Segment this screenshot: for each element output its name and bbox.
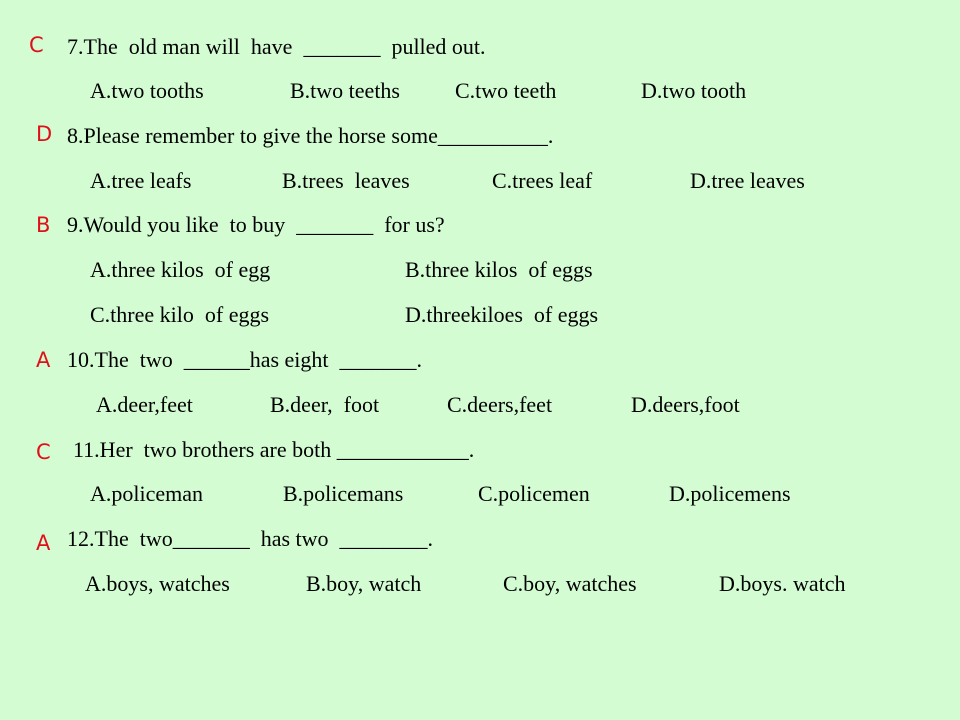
q8-option-b: B.trees leaves <box>282 168 410 193</box>
question-7-stem: 7.The old man will have _______ pulled out. <box>67 34 486 59</box>
q12-option-b: B.boy, watch <box>306 571 422 596</box>
question-11-stem: 11.Her two brothers are both ____________. <box>73 437 475 462</box>
q10-option-a: A.deer,feet <box>96 392 193 417</box>
q11-option-b: B.policemans <box>283 481 404 506</box>
q11-option-a: A.policeman <box>90 481 204 506</box>
question-10-stem: 10.The two ______has eight _______. <box>67 347 423 372</box>
question-8-stem: 8.Please remember to give the horse some__________. <box>67 123 554 148</box>
question-12-stem: 12.The two_______ has two ________. <box>67 526 434 551</box>
q9-option-d: D.threekiloes of eggs <box>405 302 599 327</box>
q7-option-b: B.two teeths <box>290 78 400 103</box>
q7-option-c: C.two teeth <box>455 78 557 103</box>
question-9-stem: 9.Would you like to buy _______ for us? <box>67 212 445 237</box>
q9-option-a: A.three kilos of egg <box>90 257 271 282</box>
q9-option-b: B.three kilos of eggs <box>405 257 593 282</box>
answer-mark-q11: C <box>36 440 51 464</box>
q7-option-a: A.two tooths <box>90 78 204 103</box>
q12-option-d: D.boys. watch <box>719 571 846 596</box>
q7-option-d: D.two tooth <box>641 78 747 103</box>
q12-option-c: C.boy, watches <box>503 571 637 596</box>
q8-option-c: C.trees leaf <box>492 168 593 193</box>
q12-option-a: A.boys, watches <box>85 571 230 596</box>
answer-mark-q10: A <box>36 348 51 372</box>
answer-mark-q8: D <box>36 122 53 146</box>
q8-option-a: A.tree leafs <box>90 168 192 193</box>
q8-option-d: D.tree leaves <box>690 168 805 193</box>
q9-option-c: C.three kilo of eggs <box>90 302 270 327</box>
q11-option-c: C.policemen <box>478 481 590 506</box>
q10-option-b: B.deer, foot <box>270 392 380 417</box>
q10-option-c: C.deers,feet <box>447 392 553 417</box>
q10-option-d: D.deers,foot <box>631 392 740 417</box>
q11-option-d: D.policemens <box>669 481 791 506</box>
answer-mark-q9: B <box>36 213 51 237</box>
answer-mark-q7: C <box>29 33 44 57</box>
answer-mark-q12: A <box>36 531 51 555</box>
